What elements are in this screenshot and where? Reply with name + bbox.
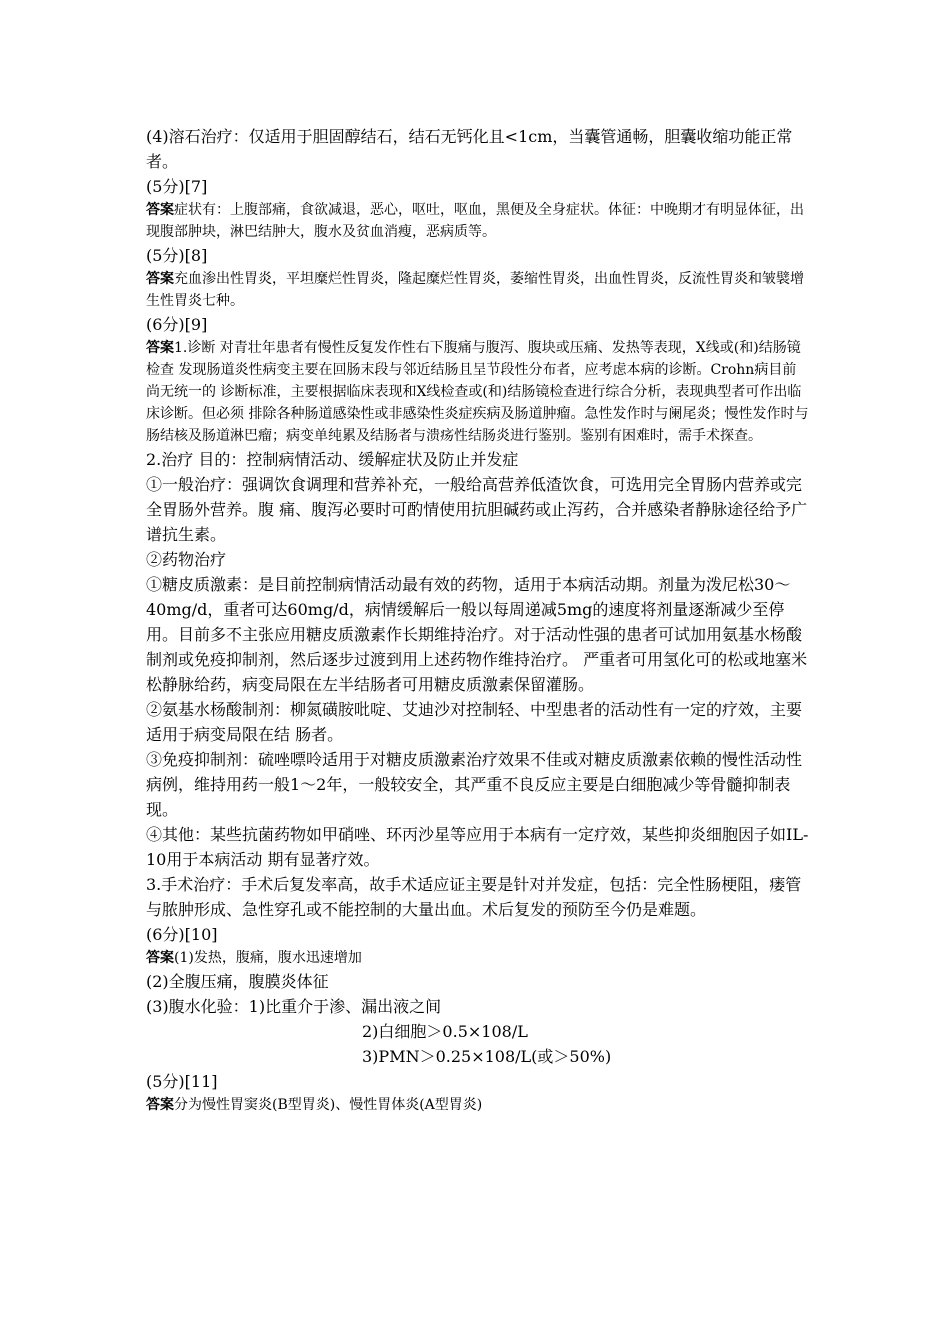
answer-label: 答案 <box>146 202 174 218</box>
answer-10-line-5: 3)PMN＞0.25×108/L(或＞50%) <box>362 1047 612 1066</box>
general-treatment: ①一般治疗：强调饮食调理和营养补充，一般给高营养低渣饮食，可选用完全胃肠内营养或完全胃肠外营养。腹 痛、腹泻必要时可酌情使用抗胆碱药或止泻药，合并感染者静脉途径给予广谱抗生素。 <box>146 475 808 544</box>
other-drugs-text: ④其他：某些抗菌药物如甲硝唑、环丙沙星等应用于本病有一定疗效，某些抑炎细胞因子如IL-10用于本病活动 期有显著疗效。 <box>146 825 809 869</box>
answer-label: 答案 <box>146 271 174 287</box>
question-score-8: (5分)[8] <box>146 246 208 265</box>
document-body <box>146 124 810 1116</box>
answer-9 <box>146 337 810 447</box>
answer-8 <box>146 268 810 312</box>
answer-7 <box>146 199 810 243</box>
glucocorticoid-text: ①糖皮质激素：是目前控制病情活动最有效的药物，适用于本病活动期。剂量为泼尼松30～40mg/d，重者可达60mg/d，病情缓解后一般以每周递减5mg的速度将剂量逐渐减少至停用。目前多不主张应用糖皮质激素作长期维持治疗。对于活动性强的患者可试加用氨基水杨酸制剂或免疫抑制剂，然后逐步过渡到用上述药物作维持治疗。 严重者可用氢化可的松或地塞米松静脉给药，病变局限在左半结肠者可用糖皮质激素保留灌肠。 <box>146 575 808 694</box>
answer-10-line-2: (2)全腹压痛，腹膜炎体征 <box>146 972 329 991</box>
answer-11 <box>146 1094 810 1116</box>
answer-label: 答案 <box>146 340 174 356</box>
answer-9-text: 1.诊断 对青壮年患者有慢性反复发作性右下腹痛与腹泻、腹块或压痛、发热等表现，X线或(和)结肠镜检查 发现肠道炎性病变主要在回肠末段与邻近结肠且呈节段性分布者，应考虑本病的诊断。Crohn病目前尚无统一的 诊断标准，主要根据临床表现和X线检查或(和)结肠镜检查进行综合分析，表现典型者可作出临床诊断。但必须 排除各种肠道感染性或非感染性炎症疾病及肠道肿瘤。急性发作时与阑尾炎；慢性发作时与肠结核及肠道淋巴瘤；病变单纯累及结肠者与溃疡性结肠炎进行鉴别。鉴别有困难时，需手术探查。 <box>146 340 809 444</box>
aminosalicylate-text: ②氨基水杨酸制剂：柳氮磺胺吡啶、艾迪沙对控制轻、中型患者的活动性有一定的疗效，主要适用于病变局限在结 肠者。 <box>146 700 803 744</box>
answer-8-text: 充血渗出性胃炎，平坦糜烂性胃炎，隆起糜烂性胃炎，萎缩性胃炎，出血性胃炎，反流性胃炎和皱襞增生性胃炎七种。 <box>146 271 804 309</box>
answer-10-line-4: 2)白细胞＞0.5×108/L <box>362 1022 528 1041</box>
question-score-10: (6分)[10] <box>146 925 218 944</box>
drug-treatment-heading: ②药物治疗 <box>146 550 227 569</box>
treatment-heading: 2.治疗 目的：控制病情活动、缓解症状及防止并发症 <box>146 450 519 469</box>
question-score-11: (5分)[11] <box>146 1072 218 1091</box>
surgery-text: 3.手术治疗：手术后复发率高，故手术适应证主要是针对并发症，包括：完全性肠梗阻，瘘管与脓肿形成、急性穿孔或不能控制的大量出血。术后复发的预防至今仍是难题。 <box>146 875 802 919</box>
answer-label: 答案 <box>146 1097 174 1113</box>
dissolution-therapy-text: (4)溶石治疗：仅适用于胆固醇结石，结石无钙化且<1cm，当囊管通畅，胆囊收缩功能正常者。 <box>146 127 793 171</box>
answer-10 <box>146 947 810 969</box>
answer-11-text: 分为慢性胃窦炎(B型胃炎)、慢性胃体炎(A型胃炎) <box>174 1097 483 1113</box>
answer-label: 答案 <box>146 950 174 966</box>
question-score-7: (5分)[7] <box>146 177 208 196</box>
answer-10-text: (1)发热，腹痛，腹水迅速增加 <box>174 950 362 966</box>
answer-7-text: 症状有：上腹部痛，食欲减退，恶心，呕吐，呕血，黑便及全身症状。体征：中晚期才有明显体征，出现腹部肿块，淋巴结肿大，腹水及贫血消瘦，恶病质等。 <box>146 202 804 240</box>
question-score-9: (6分)[9] <box>146 315 208 334</box>
immunosuppressant-text: ③免疫抑制剂：硫唑嘌呤适用于对糖皮质激素治疗效果不佳或对糖皮质激素依赖的慢性活动性病例，维持用药一般1～2年，一般较安全，其严重不良反应主要是白细胞减少等骨髓抑制表现。 <box>146 750 803 819</box>
answer-10-line-3: (3)腹水化验：1)比重介于渗、漏出液之间 <box>146 997 442 1016</box>
